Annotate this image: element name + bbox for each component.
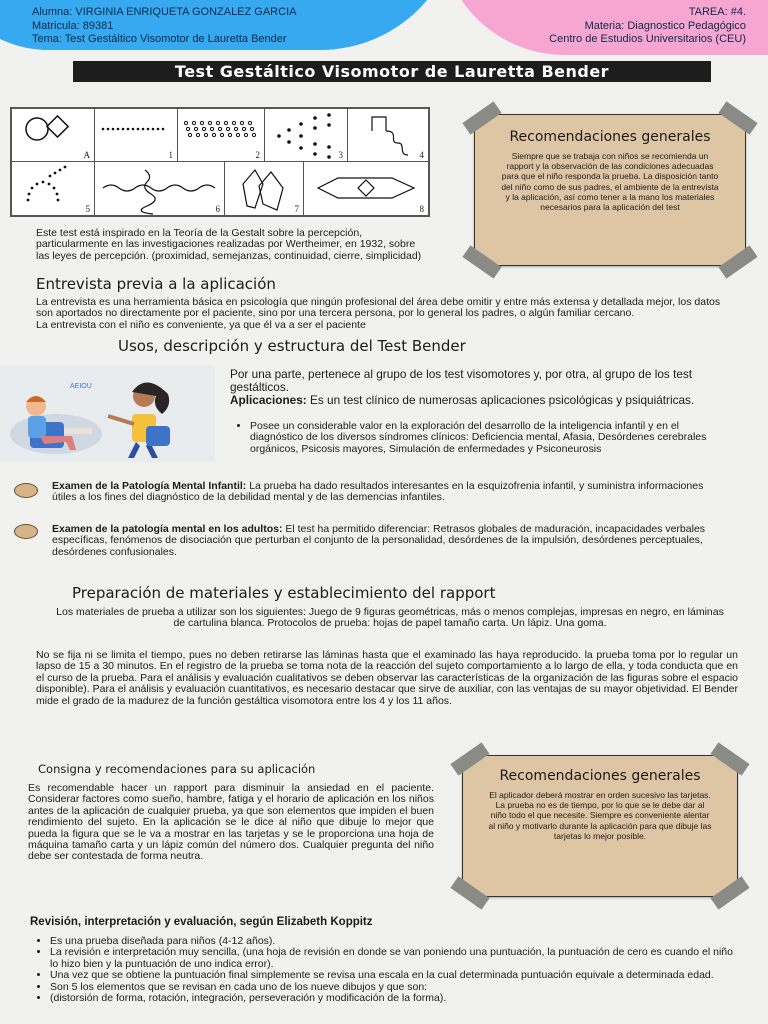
preparacion-tiempo: No se fija ni se limita el tiempo, pues no deben retirarse las láminas hasta que el examinado las haya reproducido. la prueba toma por lo regular un lapso de 15 a 30 minutos. En el registro de la prueba se toma nota de la reacción del sujeto comportamiento a lo largo de ella, y toda conducta que en el curso de la prueba. Para el análisis y evaluación cualitativos se deben observar las características de la organización de las figuras sobre el espacio disponible). Para el análisis y evaluación cuantitativos, es necesario destacar que sirve de auxiliar, con las ventajas de su mayor objetividad. El Bender mide el grado de la madurez de la función gestáltica visomotora entre los 4 y los 11 años. <box>36 649 738 707</box>
figure-4 <box>347 108 429 162</box>
figure-5 <box>11 161 95 216</box>
materia: Materia: Diagnostico Pedagógico <box>584 19 746 32</box>
figure-8 <box>303 161 429 216</box>
examen-infantil <box>52 481 712 504</box>
circle-bullet <box>14 524 38 539</box>
entrevista-paragraph-2: La entrevista con el niño es conveniente, ya que él va a ser el paciente <box>36 318 366 331</box>
figure-4-drawing <box>348 109 430 163</box>
figure-8-drawing <box>304 162 430 217</box>
figure-1-drawing <box>95 109 179 163</box>
figure-label: 1 <box>168 150 173 160</box>
revision-item: • Es una prueba diseñada para niños (4-12 años). <box>50 936 734 947</box>
header-left <box>32 6 296 47</box>
heading-consigna: Consigna y recomendaciones para su aplicación <box>38 762 316 776</box>
tema: Tema: Test Gestáltico Visomotor de Lauretta Bender <box>32 33 287 45</box>
figure-label: 8 <box>419 204 424 214</box>
tape-decoration <box>718 245 757 278</box>
figure-label: 4 <box>419 150 424 160</box>
note-title: Recomendaciones generales <box>509 129 711 145</box>
page-title: Test Gestáltico Visomotor de Lauretta Bender <box>73 61 711 82</box>
consigna-text: Es recomendable hacer un rapport para disminuir la ansiedad en el paciente. Considerar factores como sueño, hambre, fatiga y el horario de aplicación en los niños antes de la aplicación de cualquier prueba, ya que son elementos que impiden el buen rendimiento del sujeto. En la aplicación se le dice al niño que dibuje lo mejor que pueda la figura que se le va a mostrar en las tarjetas y se le proporciona una hoja de máquina tamaño carta y un lápiz común del número dos. Cualquier pregunta del niño debe ser contestada de forma neutra. <box>28 782 434 863</box>
centro: Centro de Estudios Universitarios (CEU) <box>549 33 746 45</box>
figure-6 <box>94 161 225 216</box>
figure-label: 6 <box>215 204 220 214</box>
figure-2-drawing <box>178 109 266 163</box>
revision-item: • La revisión e interpretación muy sencilla, (una hoja de revisión en donde se van poniendo una puntuación, la puntuación de cero es cuando el niño lo hizo bien y la puntuación de uno indica error). <box>50 947 734 970</box>
note-text: El aplicador deberá mostrar en orden sucesivo las tarjetas. La prueba no es de tiempo, por lo que se le debe dar al niño todo el que necesite. Siempre es conveniente alentar al niño y motivarlo durante la aplicación para que dibuje las tarjetas lo mejor posible. <box>488 790 712 841</box>
intro-text: Este test está inspirado en la Teoría de la Gestalt sobre la percepción, particularmente en las investigaciones realizadas por Wertheimer, en 1932, sobre las leyes de percepción. (proximidad, semejanzas, continuidad, cierre, simplicidad) <box>36 227 422 262</box>
matricula: Matricula: 89381 <box>32 19 114 32</box>
tape-decoration <box>462 245 501 278</box>
figure-3 <box>264 108 348 162</box>
usos-bullet-list <box>234 421 712 455</box>
figure-label: A <box>83 150 90 160</box>
heading-entrevista: Entrevista previa a la aplicación <box>36 275 276 293</box>
heading-preparacion: Preparación de materiales y establecimiento del rapport <box>72 584 496 602</box>
revision-item: • Una vez que se obtiene la puntuación final simplemente se revisa una escala en la cual determinada puntuación equivale a determinada edad. <box>50 970 734 981</box>
figure-label: 3 <box>338 150 343 160</box>
entrevista-text <box>36 297 736 331</box>
note-recomendaciones-1 <box>474 114 746 266</box>
revision-item: • Son 5 los elementos que se revisan en cada uno de los nueve dibujos y que son: <box>50 982 734 993</box>
figure-label: 2 <box>255 150 260 160</box>
figure-7-drawing <box>225 162 305 217</box>
revision-list <box>34 936 734 1004</box>
heading-revision: Revisión, interpretación y evaluación, según Elizabeth Koppitz <box>30 916 373 928</box>
figure-label: 7 <box>294 204 299 214</box>
figure-6-drawing <box>95 162 226 217</box>
heading-usos: Usos, descripción y estructura del Test Bender <box>118 337 466 355</box>
revision-item: • (distorsión de forma, rotación, integración, perseveración y modificación de la forma). <box>50 993 734 1004</box>
aplicaciones-label: Aplicaciones: <box>230 393 307 408</box>
examen-infantil-text: La prueba ha dado resultados interesantes en la esquizofrenia infantil, y suministra informaciones útiles a los fines del diagnóstico de la debilidad mental y de las demencias infantiles. <box>52 480 704 504</box>
usos-bullet: • Posee un considerable valor en la exploración del desarrollo de la inteligencia infantil y en el diagnóstico de los diversos síndromes clínicos: Deficiencia mental, Afasia, Desórdenes cerebrales orgánicos, Psicosis mayores, Simulación de enfermedades y Psiconeurosis <box>250 421 712 455</box>
header-right <box>549 6 746 47</box>
note-text: Siempre que se trabaja con niños se recomienda un rapport y la observación de las condiciones adecuadas para que el niño responda la prueba. La disposición tanto del niño como de sus padres, el ambiente de la entrevista y la aplicación, así como tener a la mano los materiales necesarios para la aplicación del test <box>501 151 719 213</box>
circle-bullet <box>14 483 38 498</box>
tarea: TAREA: #4. <box>688 6 746 18</box>
figure-5-drawing <box>12 162 96 217</box>
figure-a <box>11 108 95 162</box>
illustration-therapy <box>0 366 215 462</box>
figure-3-drawing <box>265 109 349 163</box>
examen-adultos <box>52 524 722 558</box>
tape-decoration <box>450 876 489 909</box>
speech-bubble-text: AEIOU <box>70 383 92 390</box>
tape-decoration <box>710 876 749 909</box>
note-title: Recomendaciones generales <box>499 768 701 784</box>
figure-2 <box>177 108 265 162</box>
usos-text <box>230 368 708 408</box>
examen-adultos-label: Examen de la patología mental en los adultos: <box>52 523 283 535</box>
note-recomendaciones-2 <box>462 755 738 897</box>
figure-label: 5 <box>85 204 90 214</box>
aplicaciones-text: Es un test clínico de numerosas aplicaciones psicológicas y psiquiátricas. <box>306 393 695 408</box>
examen-adultos-text: El test ha permitido diferenciar: Retrasos globales de maduración, incapacidades verbales específicas, fenómenos de disociación que perturban el conjunto de la personalidad, desórdenes de la impulsión, desórdenes perceptuales, desórdenes confusionales. <box>52 523 706 558</box>
bender-figures-grid <box>10 107 430 217</box>
examen-infantil-label: Examen de la Patología Mental Infantil: <box>52 480 247 492</box>
entrevista-paragraph: La entrevista es una herramienta básica en psicología que ningún profesional del área debe omitir y entre más extensa y detallada mejor, los datos son aportados no directamente por el paciente, sino por una tercera persona, por lo general los padres, o algún familiar cercano. <box>36 296 721 320</box>
aplicaciones-paragraph <box>230 394 708 407</box>
therapy-illustration <box>0 366 215 462</box>
figure-7 <box>224 161 304 216</box>
usos-paragraph: Por una parte, pertenece al grupo de los test visomotores y, por otra, al grupo de los test gestálticos. <box>230 367 693 395</box>
student-name: Alumna: VIRGINIA ENRIQUETA GONZALEZ GARCIA <box>32 6 297 18</box>
preparacion-materiales: Los materiales de prueba a utilizar son los siguientes: Juego de 9 figuras geométricas, más o menos complejas, impresas en negro, en láminas de cartulina blanca. Protocolos de prueba: hojas de papel tamaño carta. Un lápiz. Una goma. <box>56 606 724 630</box>
figure-1 <box>94 108 178 162</box>
